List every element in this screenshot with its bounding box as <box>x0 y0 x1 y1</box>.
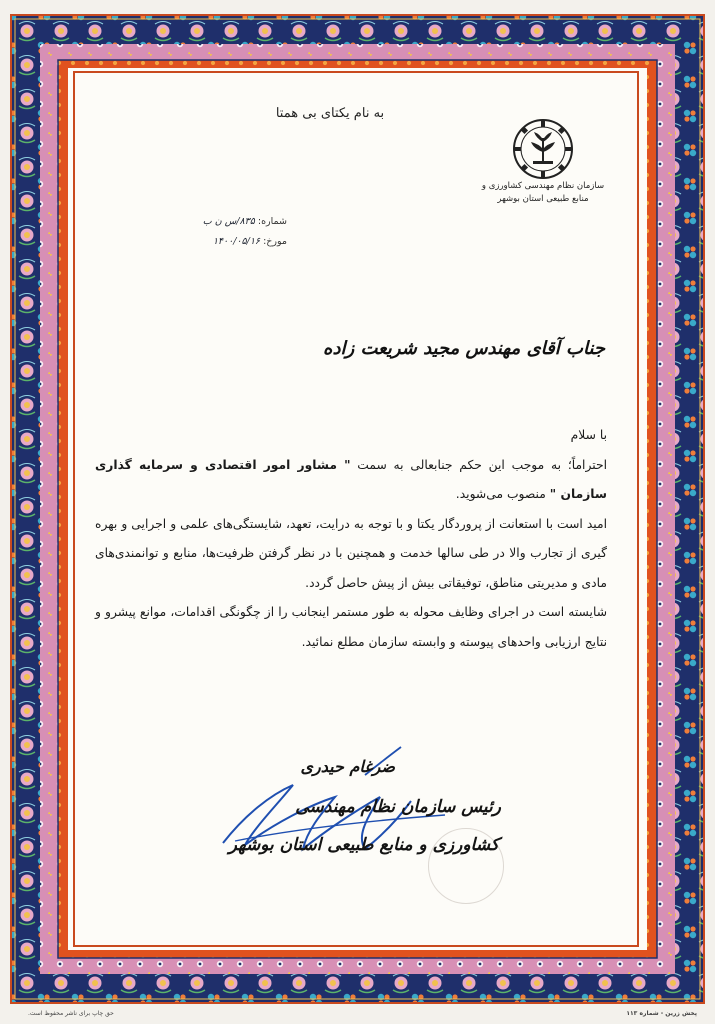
signatory-name: ضرغام حیدری <box>300 757 395 776</box>
number-value: ۸۳۵/س ن ب <box>202 216 255 227</box>
signatory-title-line-2: کشاورزی و منابع طبیعی استان بوشهر <box>228 835 499 855</box>
appointment-position: " مشاور امور اقتصادی و سرمایه گذاری سازمان " <box>95 457 607 501</box>
number-label: شماره: <box>257 216 287 227</box>
signatory-title-line-1: رئیس سازمان نظام مهندسی <box>295 797 501 817</box>
greeting: با سلام <box>570 428 607 442</box>
letter-number <box>112 212 287 232</box>
org-name-line-2: منابع طبیعی استان بوشهر <box>497 194 589 204</box>
date-value: ۱۴۰۰/۰۵/۱۶ <box>212 236 261 247</box>
appointment-outro: منصوب می‌شوید. <box>455 487 550 501</box>
letter-date <box>112 232 287 252</box>
organization-logo-icon <box>512 118 574 180</box>
paragraph-hope: امید است با استعانت از پروردگار یکتا و با توجه به درایت، تعهد، شایستگی‌های علمی و اجرایی و بهره گیری از تجارب والا در طی سالها خدمت و همچنین با در نظر گرفتن ظرفیت‌ها، منابع و توانمندی‌های مادی و مدیریتی مناطق، توفیقاتی بیش از پیش حاصل گردد. <box>95 516 607 590</box>
paragraph-appointment <box>95 451 607 510</box>
letter-meta <box>112 212 287 252</box>
org-name-line-1: سازمان نظام مهندسی کشاورزی و <box>481 181 605 191</box>
appointment-intro: احتراماً؛ به موجب این حکم جنابعالی به سمت <box>350 457 607 472</box>
org-header <box>458 118 628 206</box>
signature-block <box>215 745 505 875</box>
bismillah: به نام یکتای بی همتا <box>275 106 385 121</box>
footer-right: پخش زرین - شماره ۱۱۳ <box>626 1010 697 1017</box>
letter-body <box>95 421 607 657</box>
footer-left: حق چاپ برای ناشر محفوظ است. <box>28 1010 114 1017</box>
paragraph-request: شایسته است در اجرای وظایف محوله به طور مستمر اینجانب را از چگونگی اقدامات، موانع پیشرو و نتایج ارزیابی واحدهای پیوسته و وابسته سازمان مطلع نمائید. <box>95 605 607 649</box>
addressee: جناب آقای مهندس مجید شریعت زاده <box>323 338 605 359</box>
date-label: مورخ: <box>263 236 287 247</box>
